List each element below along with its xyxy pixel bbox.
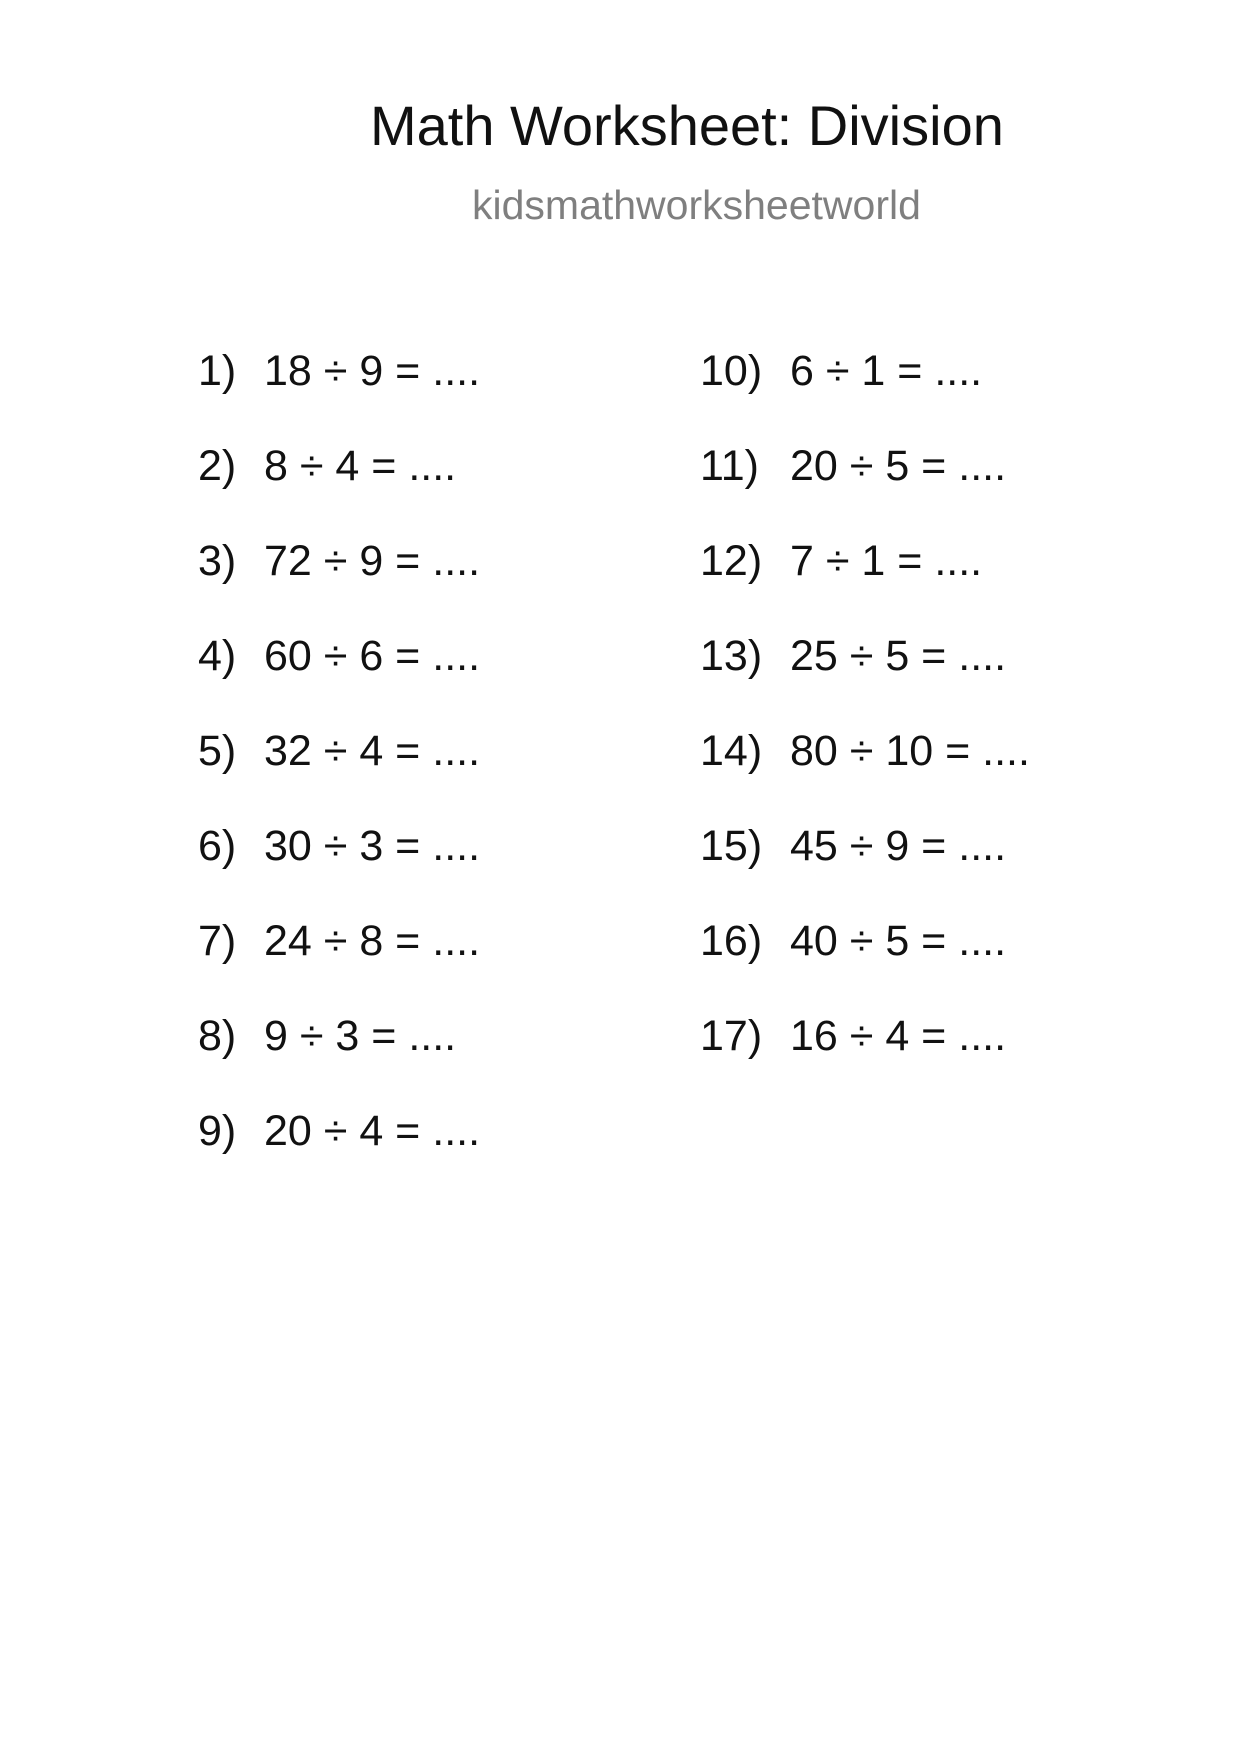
problem-number: 5): [198, 727, 237, 775]
problem-expression: 60 ÷ 6 = ....: [264, 632, 481, 680]
problem-number: 14): [700, 727, 763, 775]
problem-expression: 72 ÷ 9 = ....: [264, 537, 481, 585]
problem-number: 4): [198, 632, 237, 680]
problem-number: 13): [700, 632, 763, 680]
problem-item: [700, 727, 1030, 825]
problem-expression: 40 ÷ 5 = ....: [790, 917, 1007, 965]
problem-number: 1): [198, 347, 237, 395]
worksheet-subtitle: kidsmathworksheetworld: [472, 182, 921, 228]
problem-number: 12): [700, 537, 763, 585]
problem-number: 11): [700, 442, 759, 490]
problem-item: [700, 347, 983, 445]
problem-number: 17): [700, 1012, 763, 1060]
problem-expression: 24 ÷ 8 = ....: [264, 917, 481, 965]
problem-expression: 80 ÷ 10 = ....: [790, 727, 1030, 775]
problem-number: 2): [198, 442, 237, 490]
problem-expression: 45 ÷ 9 = ....: [790, 822, 1007, 870]
problem-number: 7): [198, 917, 237, 965]
problem-number: 8): [198, 1012, 237, 1060]
problem-item: [198, 822, 481, 920]
problem-expression: 20 ÷ 5 = ....: [790, 442, 1007, 490]
problem-column-left: [198, 347, 481, 1205]
problem-item: [700, 1012, 1007, 1110]
problem-expression: 6 ÷ 1 = ....: [790, 347, 983, 395]
problem-item: [198, 632, 481, 730]
problem-item: [700, 632, 1007, 730]
problem-number: 3): [198, 537, 237, 585]
worksheet-title: Math Worksheet: Division: [370, 94, 1004, 157]
problem-item: [198, 1012, 457, 1110]
problem-item: [198, 442, 457, 540]
problem-expression: 25 ÷ 5 = ....: [790, 632, 1007, 680]
problem-expression: 8 ÷ 4 = ....: [264, 442, 457, 490]
problem-number: 16): [700, 917, 763, 965]
problem-expression: 32 ÷ 4 = ....: [264, 727, 481, 775]
problem-number: 6): [198, 822, 237, 870]
problem-item: [198, 347, 481, 445]
problem-expression: 18 ÷ 9 = ....: [264, 347, 481, 395]
problem-number: 15): [700, 822, 763, 870]
problem-item: [198, 537, 481, 635]
problem-expression: 7 ÷ 1 = ....: [790, 537, 983, 585]
problem-expression: 16 ÷ 4 = ....: [790, 1012, 1007, 1060]
problem-item: [198, 1107, 481, 1205]
problem-number: 10): [700, 347, 763, 395]
problem-expression: 9 ÷ 3 = ....: [264, 1012, 457, 1060]
problem-item: [700, 917, 1007, 1015]
problem-item: [700, 822, 1007, 920]
problem-number: 9): [198, 1107, 237, 1155]
problem-column-right: [700, 347, 1030, 1110]
problem-item: [198, 917, 481, 1015]
problem-expression: 30 ÷ 3 = ....: [264, 822, 481, 870]
problem-item: [700, 442, 1007, 540]
problem-expression: 20 ÷ 4 = ....: [264, 1107, 481, 1155]
problem-item: [700, 537, 983, 635]
problem-item: [198, 727, 481, 825]
